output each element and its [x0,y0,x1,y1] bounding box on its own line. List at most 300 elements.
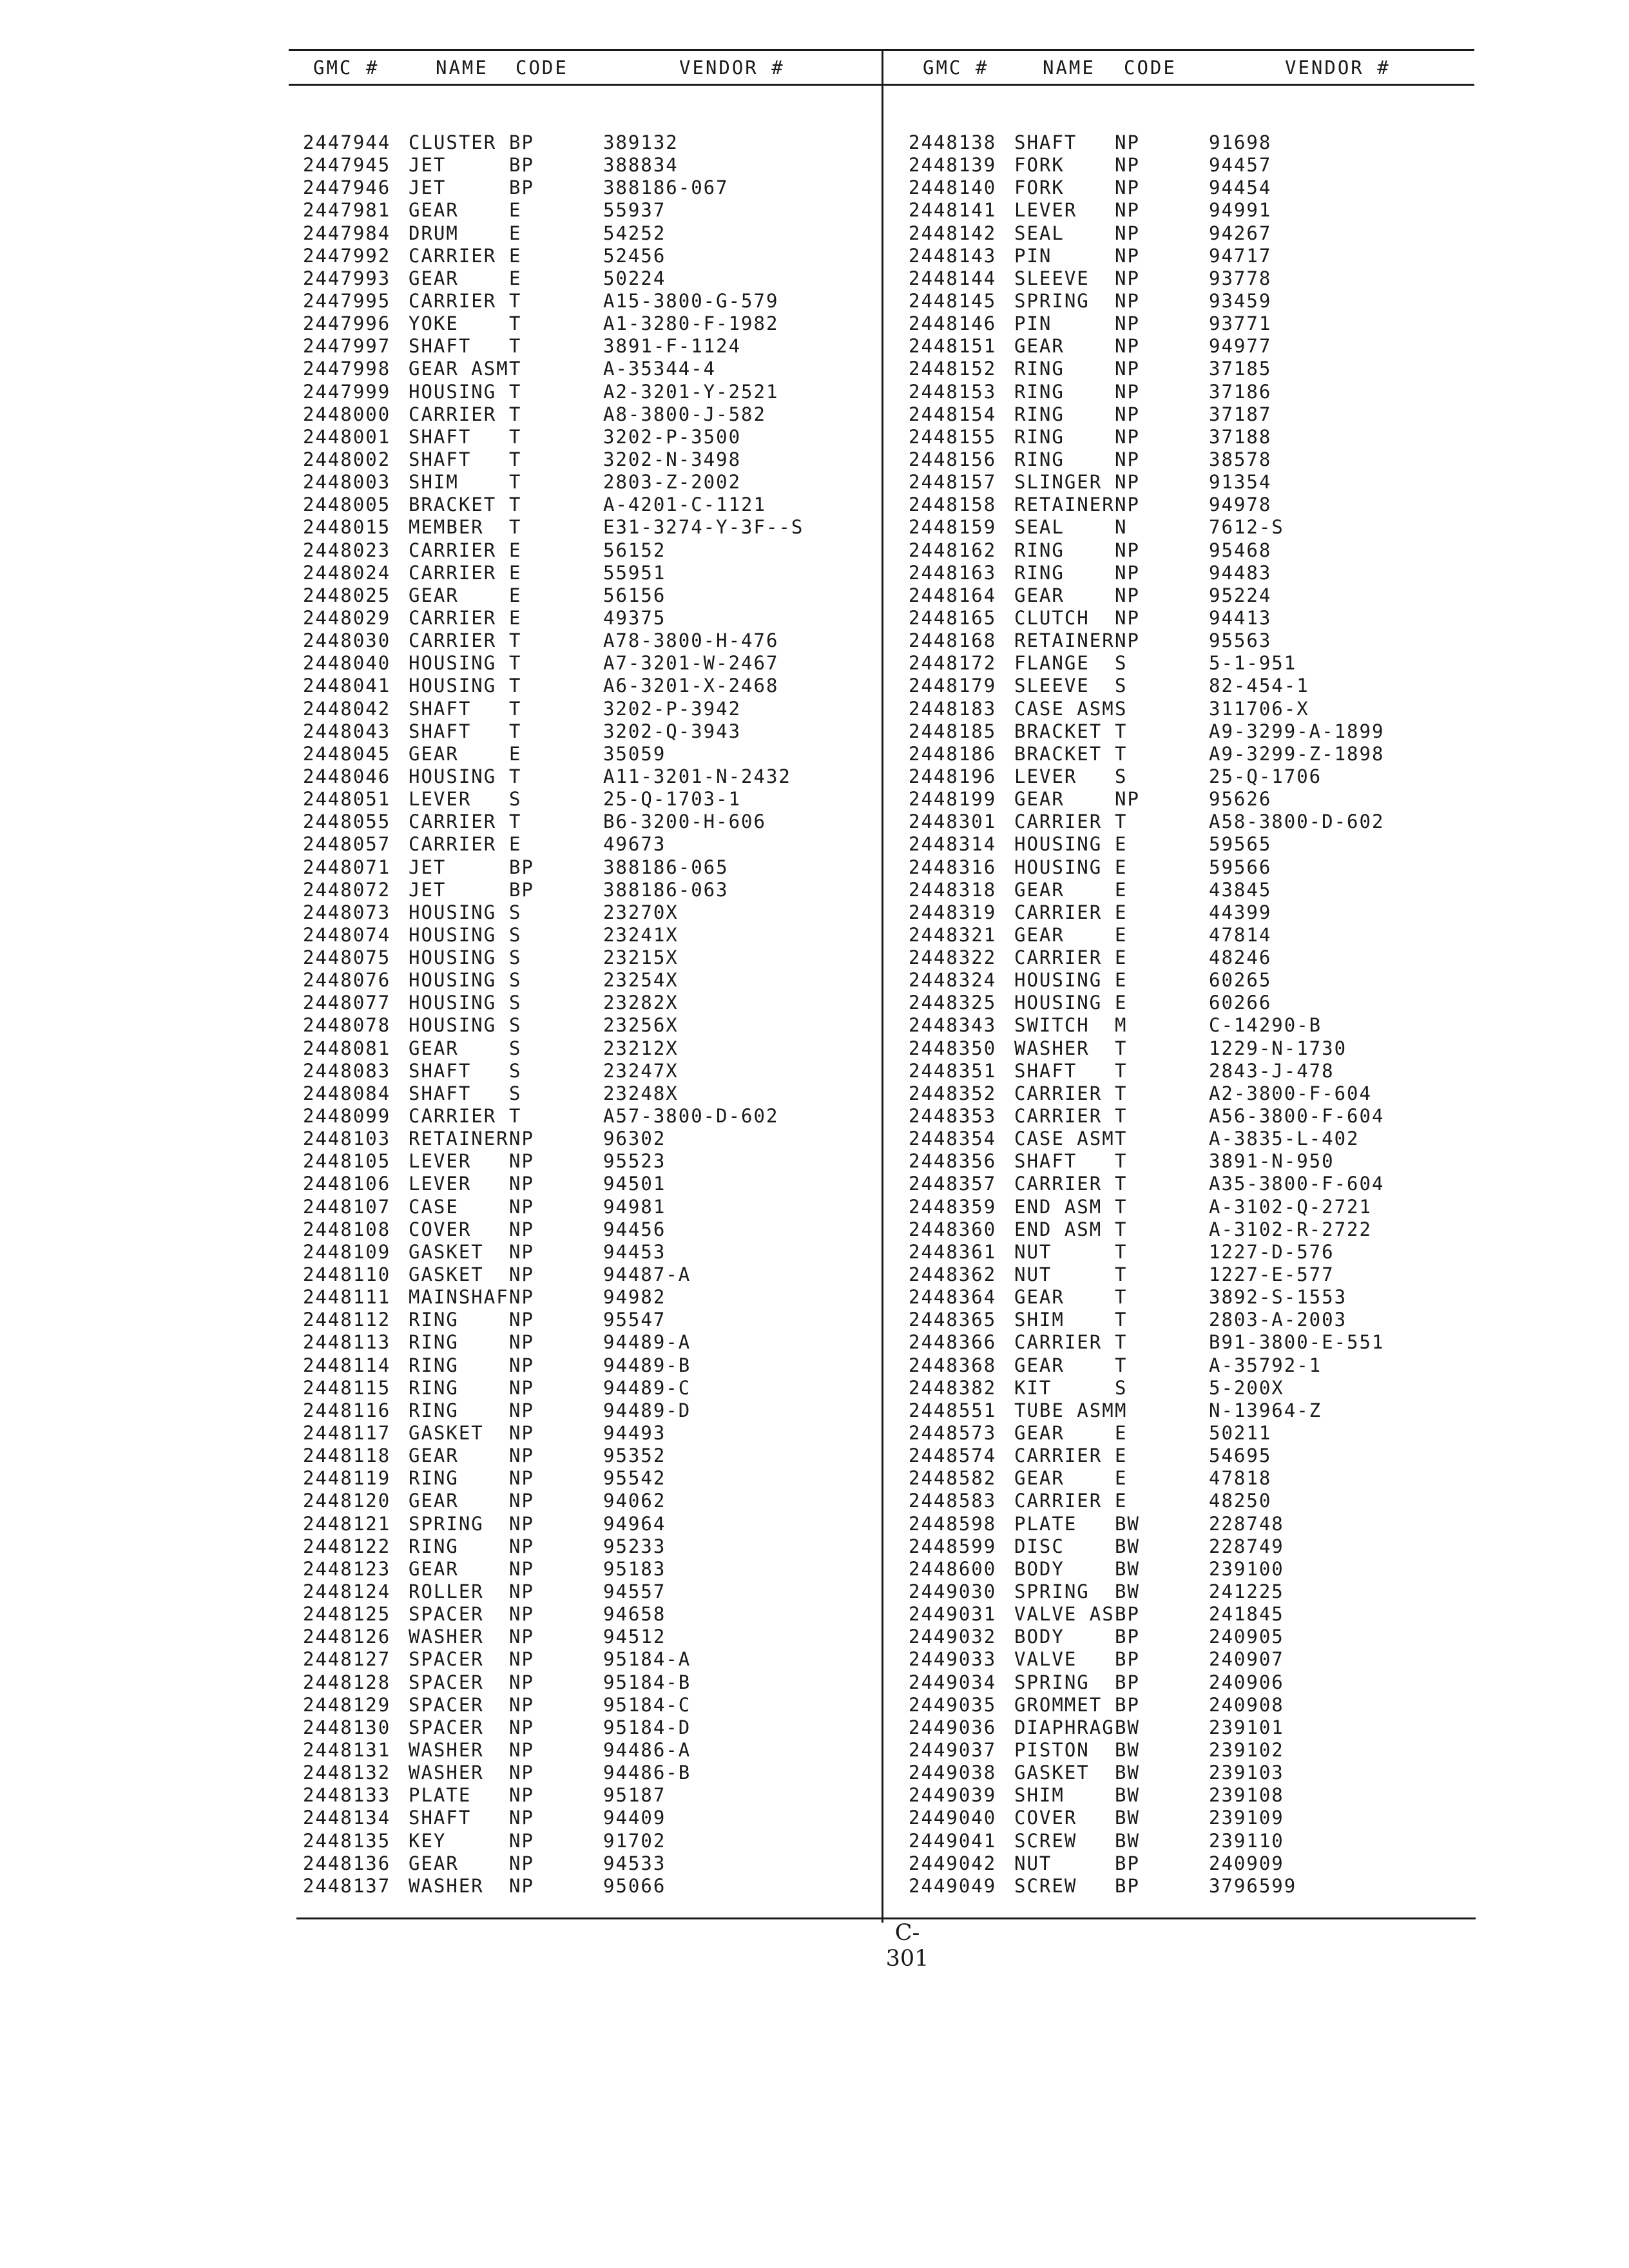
part-number: 2448600 [909,1557,997,1580]
vendor-number: 94501 [603,1173,666,1195]
part-name: LEVER [409,788,472,811]
vendor-code: T [1115,1331,1128,1354]
vendor-code: S [1115,1376,1128,1399]
vendor-code: S [509,788,522,811]
vendor-code: NP [509,1195,534,1218]
vendor-number: 95184-D [603,1716,691,1738]
part-number: 2448040 [303,652,391,675]
part-number: 2448164 [909,584,997,606]
part-number: 2448081 [303,1037,391,1059]
part-number: 2448364 [909,1286,997,1309]
table-row [909,1128,1476,1150]
part-number: 2448130 [303,1716,391,1738]
part-number: 2448111 [303,1286,391,1309]
vendor-number: 2843-J-478 [1209,1059,1335,1082]
vendor-code: BW [1115,1807,1140,1829]
part-name: JET [409,177,447,199]
part-number: 2448078 [303,1014,391,1037]
part-name: RING [409,1331,459,1354]
vendor-number: 23247X [603,1059,679,1082]
vendor-code: E [509,222,522,244]
part-name: SHIM [409,471,459,494]
vendor-code: NP [509,1807,534,1829]
table-row [909,1196,1476,1218]
part-number: 2448301 [909,811,997,833]
vendor-code: T [1115,1173,1128,1195]
vendor-number: A-35792-1 [1209,1354,1322,1376]
part-name: SHAFT [1014,1150,1077,1173]
vendor-code: BP [509,177,534,199]
part-name: CASE [409,1195,459,1218]
part-number: 2449037 [909,1738,997,1761]
vendor-code: NP [509,1467,534,1490]
part-name: LEVER [409,1150,472,1173]
table-row [909,335,1476,358]
table-row [303,1218,870,1241]
vendor-number: 59566 [1209,856,1272,878]
part-name: VALVE [1014,1648,1077,1671]
part-name: HOUSING [409,675,497,697]
part-name: HOUSING [409,947,497,969]
part-name: SHAFT [409,697,472,720]
vendor-code: T [509,403,522,425]
vendor-number: N-13964-Z [1209,1399,1322,1421]
part-number: 2448134 [303,1807,391,1829]
table-row [909,629,1476,652]
vendor-number: 55937 [603,199,666,222]
table-row [909,199,1476,222]
part-name: RING [409,1399,459,1421]
table-row [303,471,870,494]
vendor-number: 94454 [1209,177,1272,199]
vendor-number: B91-3800-E-551 [1209,1331,1385,1354]
table-row [909,675,1476,697]
vendor-code: NP [1115,199,1140,222]
vendor-code: NP [509,1376,534,1399]
vendor-code: NP [1115,177,1140,199]
part-number: 2447999 [303,380,391,403]
table-row [303,177,870,199]
vendor-code: E [509,833,522,856]
vendor-code: NP [509,1535,534,1557]
part-number: 2447981 [303,199,391,222]
vendor-number: 95523 [603,1150,666,1173]
vendor-code: BW [1115,1557,1140,1580]
table-row [303,1490,870,1512]
vendor-code: BW [1115,1762,1140,1784]
table-row [909,1716,1476,1739]
table-row [303,1694,870,1716]
part-number: 2448361 [909,1240,997,1263]
part-name: GASKET [409,1240,484,1263]
vendor-number: A-4201-C-1121 [603,494,766,516]
table-row [303,1128,870,1150]
vendor-code: NP [509,1762,534,1784]
part-number: 2448583 [909,1490,997,1512]
part-number: 2448359 [909,1195,997,1218]
part-number: 2448116 [303,1399,391,1421]
vendor-code: NP [1115,448,1140,470]
part-number: 2448353 [909,1105,997,1128]
part-name: SHAFT [1014,1059,1077,1082]
table-row [303,1422,870,1445]
part-number: 2448582 [909,1467,997,1490]
table-row [909,947,1476,969]
part-number: 2448365 [909,1309,997,1331]
part-name: SHAFT [409,1082,472,1104]
part-name: DISC [1014,1535,1065,1557]
part-number: 2448321 [909,923,997,946]
vendor-code: S [509,901,522,923]
vendor-number: A57-3800-D-602 [603,1105,779,1128]
table-row [303,245,870,267]
part-name: GEAR [1014,878,1065,901]
part-number: 2447984 [303,222,391,244]
table-row [909,562,1476,584]
part-number: 2448314 [909,833,997,856]
part-number: 2448133 [303,1784,391,1807]
vendor-number: 3202-Q-3943 [603,720,742,742]
part-number: 2448151 [909,335,997,358]
vendor-number: 23254X [603,969,679,992]
part-number: 2449038 [909,1762,997,1784]
vendor-number: A7-3201-W-2467 [603,652,779,675]
table-row [909,765,1476,788]
part-number: 2448316 [909,856,997,878]
vendor-number: 94457 [1209,154,1272,177]
table-row [909,1286,1476,1309]
vendor-code: E [509,539,522,561]
bottom-rule [296,1917,1476,1919]
part-number: 2448071 [303,856,391,878]
vendor-number: 94981 [603,1195,666,1218]
table-row [909,177,1476,199]
vendor-number: 95187 [603,1784,666,1807]
vendor-number: 94982 [603,1286,666,1309]
part-name: RING [1014,358,1065,380]
vendor-code: NP [1115,289,1140,312]
table-row [303,1354,870,1377]
part-number: 2448324 [909,969,997,992]
part-name: CARRIER [409,811,497,833]
vendor-number: 94978 [1209,494,1272,516]
part-name: RING [409,1467,459,1490]
part-number: 2448103 [303,1128,391,1150]
part-number: 2448354 [909,1128,997,1150]
part-name: GEAR [409,1852,459,1874]
part-name: RING [409,1535,459,1557]
part-name: HOUSING [409,923,497,946]
part-number: 2447995 [303,289,391,312]
vendor-number: 94413 [1209,606,1272,629]
vendor-number: 240909 [1209,1852,1284,1874]
part-number: 2448057 [303,833,391,856]
table-row [909,426,1476,448]
vendor-code: T [1115,1309,1128,1331]
table-row [303,290,870,312]
part-number: 2448145 [909,289,997,312]
vendor-number: 38578 [1209,448,1272,470]
vendor-number: 37187 [1209,403,1272,425]
vendor-number: 23241X [603,923,679,946]
vendor-number: 60266 [1209,992,1272,1014]
part-number: 2448360 [909,1218,997,1240]
vendor-number: 49375 [603,606,666,629]
part-number: 2447944 [303,131,391,153]
vendor-number: 60265 [1209,969,1272,992]
vendor-code: E [509,606,522,629]
table-row [909,1513,1476,1535]
part-number: 2448146 [909,312,997,335]
part-number: 2449039 [909,1784,997,1807]
vendor-code: T [509,335,522,358]
table-row [909,1445,1476,1467]
vendor-code: T [509,697,522,720]
vendor-number: 239100 [1209,1557,1284,1580]
vendor-code: E [1115,1445,1128,1467]
part-number: 2448029 [303,606,391,629]
vendor-code: S [1115,697,1128,720]
vendor-number: 48246 [1209,947,1272,969]
vendor-number: 3202-P-3942 [603,697,742,720]
part-name: SEAL [1014,222,1065,244]
vendor-number: 240905 [1209,1626,1284,1648]
part-name: SHAFT [409,1059,472,1082]
header-code: CODE [516,57,568,79]
part-name: CARRIER [409,403,497,425]
part-number: 2448072 [303,878,391,901]
table-row [303,1581,870,1603]
part-name: RING [1014,403,1065,425]
table-row [303,947,870,969]
part-name: GEAR [1014,335,1065,358]
vendor-number: 5-1-951 [1209,652,1297,675]
vendor-code: T [509,380,522,403]
part-number: 2448158 [909,494,997,516]
part-name: RETAINER [1014,629,1115,652]
part-number: 2448185 [909,720,997,742]
table-row [303,765,870,788]
vendor-number: 95184-C [603,1693,691,1716]
table-row [909,222,1476,245]
part-number: 2448136 [303,1852,391,1874]
vendor-number: 2803-A-2003 [1209,1309,1347,1331]
vendor-number: 56156 [603,584,666,606]
table-row [909,1037,1476,1060]
vendor-code: S [1115,675,1128,697]
part-number: 2448117 [303,1422,391,1445]
vendor-number: A78-3800-H-476 [603,629,779,652]
part-name: FORK [1014,154,1065,177]
vendor-number: 94717 [1209,244,1272,267]
part-name: CARRIER [409,833,497,856]
vendor-code: NP [509,1716,534,1738]
vendor-code: E [1115,1422,1128,1445]
table-row [303,358,870,380]
part-name: CARRIER [1014,1445,1103,1467]
table-row [909,494,1476,516]
vendor-code: T [1115,1218,1128,1240]
table-row [303,312,870,335]
table-row [909,1581,1476,1603]
vendor-code: T [509,1105,522,1128]
table-row [909,698,1476,720]
table-row [303,1603,870,1626]
table-row [909,1173,1476,1195]
vendor-number: 239110 [1209,1829,1284,1852]
part-number: 2448083 [303,1059,391,1082]
vendor-number: 95547 [603,1309,666,1331]
vendor-number: 54252 [603,222,666,244]
vendor-number: 94486-B [603,1762,691,1784]
vendor-number: 240906 [1209,1671,1284,1693]
part-name: CARRIER [409,629,497,652]
table-row [909,879,1476,901]
header-gmc: GMC # [313,57,380,79]
part-number: 2448352 [909,1082,997,1104]
table-row [303,539,870,562]
vendor-number: 2803-Z-2002 [603,471,742,494]
part-number: 2448318 [909,878,997,901]
part-name: LEVER [1014,765,1077,787]
table-row [303,1784,870,1807]
table-row [909,267,1476,290]
table-row [909,811,1476,833]
part-number: 2448074 [303,923,391,946]
part-number: 2448129 [303,1693,391,1716]
vendor-code: NP [1115,471,1140,494]
part-name: COVER [1014,1807,1077,1829]
table-row [303,562,870,584]
part-name: CARRIER [409,539,497,561]
vendor-code: T [1115,1082,1128,1104]
vendor-number: 239102 [1209,1738,1284,1761]
part-number: 2448165 [909,606,997,629]
header-vendor: VENDOR # [679,57,785,79]
part-name: GEAR [409,584,459,606]
vendor-code: T [1115,1150,1128,1173]
part-number: 2448155 [909,425,997,448]
vendor-code: T [1115,1354,1128,1376]
vendor-number: 388186-063 [603,878,729,901]
part-name: GEAR [409,1445,459,1467]
part-number: 2448131 [303,1738,391,1761]
part-name: ROLLER [409,1581,484,1602]
part-number: 2448106 [303,1173,391,1195]
part-name: HOUSING [409,969,497,992]
vendor-code: NP [509,1128,534,1150]
table-row [909,1354,1476,1377]
part-name: GASKET [409,1422,484,1445]
vendor-code: T [1115,1195,1128,1218]
table-row [303,901,870,924]
vendor-code: NP [1115,403,1140,425]
vendor-number: 94991 [1209,199,1272,222]
part-name: SHAFT [409,1807,472,1829]
table-row [909,1467,1476,1490]
vendor-number: 241225 [1209,1581,1284,1602]
part-number: 2449049 [909,1874,997,1897]
vendor-number: 47814 [1209,923,1272,946]
table-row [303,1399,870,1422]
part-name: JET [409,154,447,177]
vendor-number: 54695 [1209,1445,1272,1467]
vendor-code: NP [509,1309,534,1331]
table-row [303,403,870,426]
header-name: NAME [1043,57,1095,79]
vendor-number: 94456 [603,1218,666,1240]
table-row [303,1852,870,1875]
part-name: HOUSING [409,992,497,1014]
vendor-code: BW [1115,1512,1140,1535]
table-row [303,267,870,290]
table-row [303,154,870,177]
part-name: VALVE AS [1014,1603,1115,1626]
part-number: 2448322 [909,947,997,969]
vendor-code: BP [1115,1671,1140,1693]
part-name: PLATE [409,1784,472,1807]
table-row [303,1807,870,1829]
vendor-number: B6-3200-H-606 [603,811,766,833]
vendor-code: NP [509,1557,534,1580]
part-number: 2448055 [303,811,391,833]
vendor-code: BP [509,856,534,878]
vendor-code: BW [1115,1784,1140,1807]
part-name: WASHER [409,1738,484,1761]
table-row [303,607,870,629]
part-name: BODY [1014,1557,1065,1580]
header-gmc: GMC # [923,57,989,79]
part-number: 2448199 [909,788,997,811]
table-row [303,1671,870,1694]
vendor-number: 1227-D-576 [1209,1240,1335,1263]
vendor-code: BW [1115,1581,1140,1602]
vendor-code: T [1115,1037,1128,1059]
vendor-code: T [1115,1059,1128,1082]
part-name: SLEEVE [1014,675,1090,697]
part-name: HOUSING [1014,992,1103,1014]
vendor-code: NP [1115,267,1140,289]
vendor-number: 3202-N-3498 [603,448,742,470]
header-code: CODE [1124,57,1177,79]
part-number: 2448162 [909,539,997,561]
vendor-number: 23256X [603,1014,679,1037]
part-number: 2448319 [909,901,997,923]
part-name: BRACKET [1014,742,1103,765]
vendor-number: A6-3201-X-2468 [603,675,779,697]
table-row [303,1513,870,1535]
vendor-code: NP [509,1354,534,1376]
part-number: 2447946 [303,177,391,199]
part-name: SLEEVE [1014,267,1090,289]
part-number: 2448157 [909,471,997,494]
table-row [909,1422,1476,1445]
vendor-number: 95184-B [603,1671,691,1693]
part-number: 2448163 [909,561,997,584]
part-name: SPRING [1014,1581,1090,1602]
vendor-code: E [509,584,522,606]
vendor-code: NP [509,1240,534,1263]
table-row [909,1150,1476,1173]
vendor-code: NP [1115,154,1140,177]
table-row [303,448,870,471]
table-row [303,1739,870,1762]
vendor-code: E [509,199,522,222]
vendor-code: S [509,1082,522,1104]
vendor-code: S [509,947,522,969]
vendor-number: 3202-P-3500 [603,425,742,448]
vendor-code: T [1115,811,1128,833]
